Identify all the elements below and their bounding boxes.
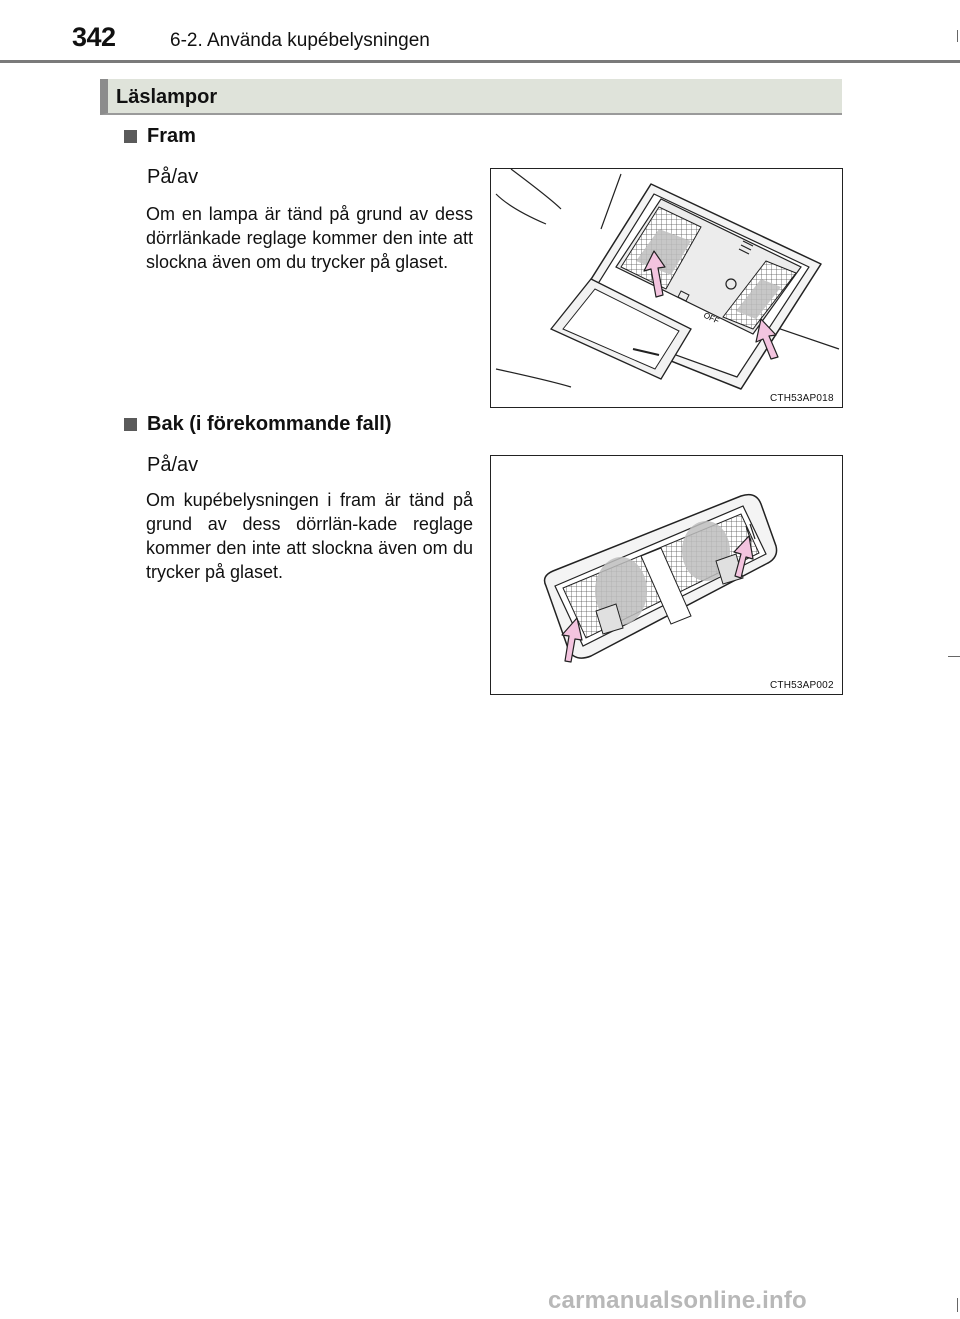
rear-state-label: På/av — [147, 454, 199, 476]
off-switch-label: OFF — [702, 310, 721, 326]
bullet-square — [124, 130, 137, 143]
front-lamp-illustration — [490, 168, 843, 408]
front-note: Om en lampa är tänd på grund av dess dörrlänkade reglage kommer den inte att slockna även om du trycker på glaset. — [146, 204, 473, 272]
crop-mark — [957, 30, 958, 42]
chapter-title: 6-2. Använda kupébelysningen — [170, 30, 430, 51]
rear-note: Om kupébelysningen i fram är tänd på grund av dess dörrlän-kade reglage kommer den inte att slockna även om du trycker på glaset. — [146, 490, 473, 582]
front-state-label: På/av — [147, 166, 199, 188]
front-console-drawing — [491, 169, 841, 406]
section-title: Läslampor — [116, 86, 218, 108]
rear-lamp-illustration — [490, 455, 843, 695]
front-heading: Fram — [147, 125, 196, 147]
rear-figure-code: CTH53AP002 — [770, 680, 834, 691]
header-rule — [0, 60, 960, 63]
crop-mark — [957, 1298, 958, 1312]
front-figure-code: CTH53AP018 — [770, 393, 834, 404]
rear-heading: Bak (i förekommande fall) — [147, 413, 392, 435]
rear-console-drawing — [491, 456, 841, 693]
bullet-square — [124, 418, 137, 431]
page-number: 342 — [72, 22, 116, 52]
site-watermark: carmanualsonline.info — [548, 1287, 807, 1314]
crop-mark — [948, 656, 960, 657]
